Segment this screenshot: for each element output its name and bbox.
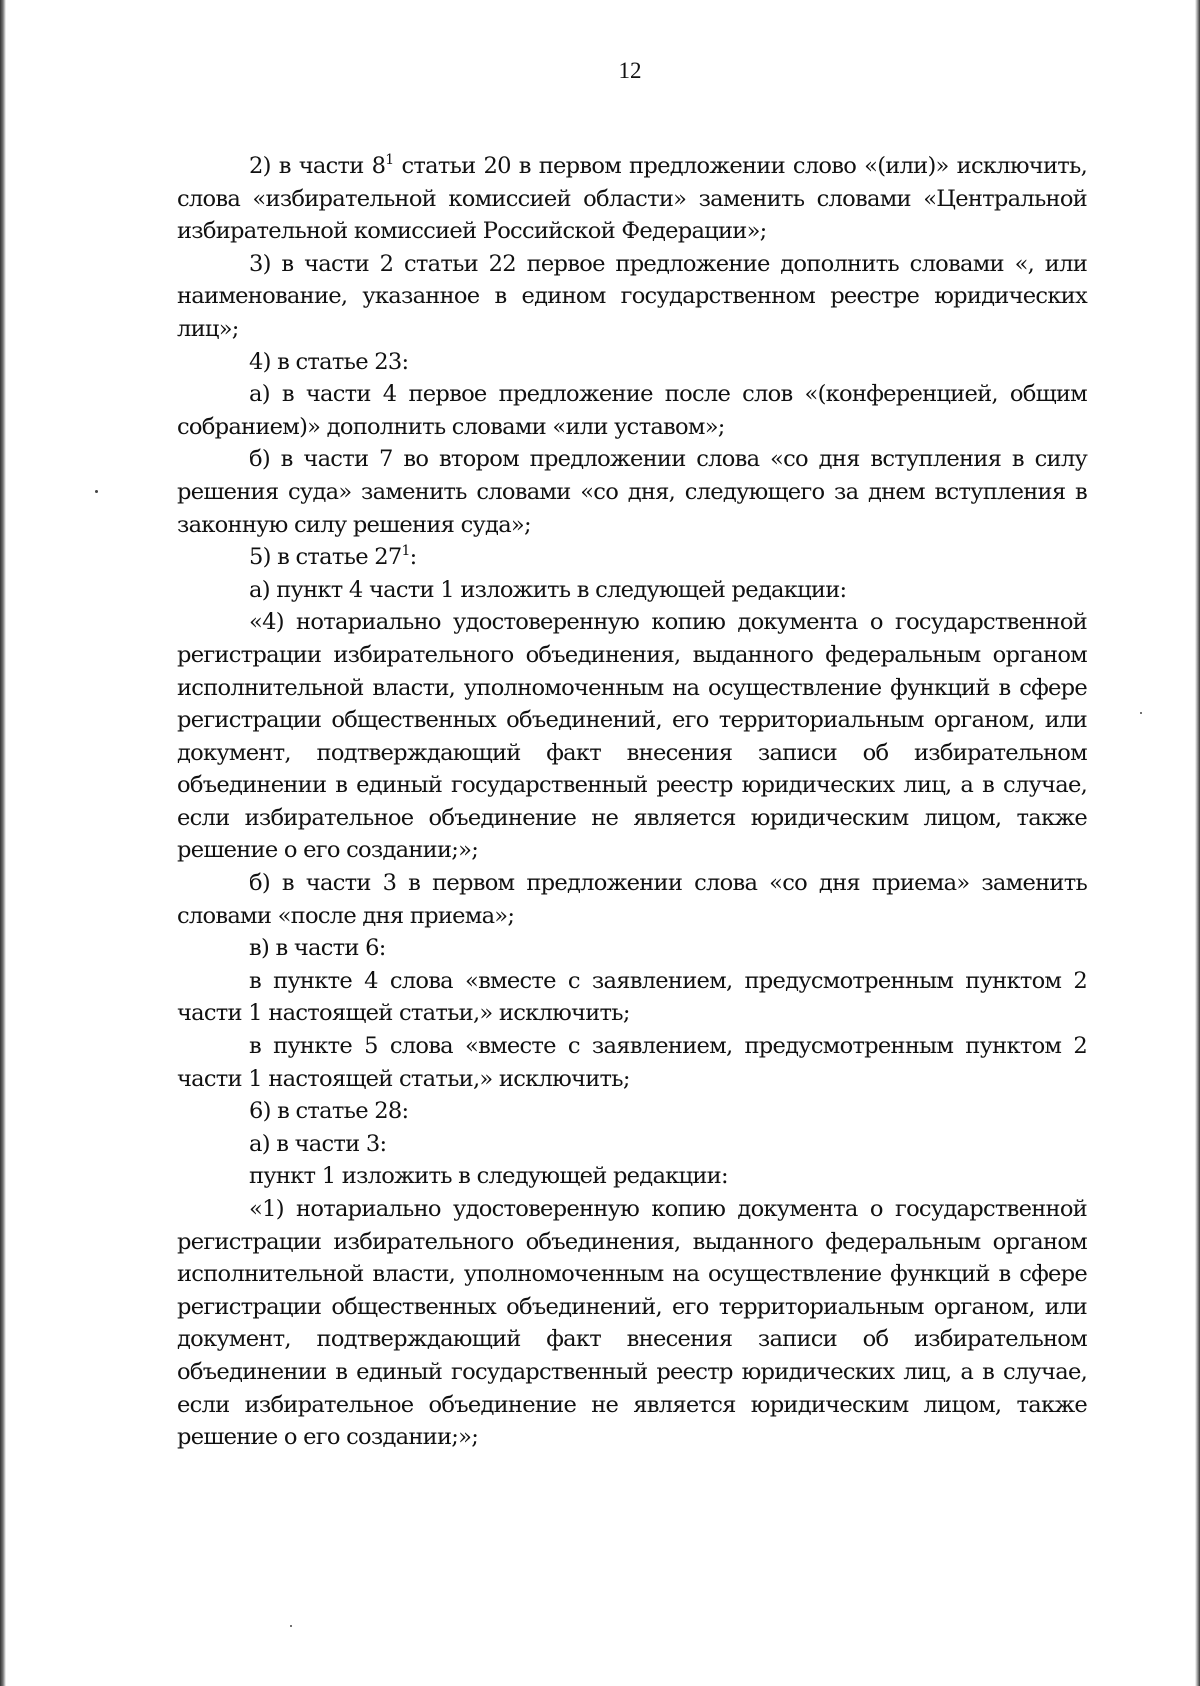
scan-edge-right xyxy=(1195,0,1200,1686)
scan-edge-left xyxy=(0,0,6,1686)
paragraph-subitem-5v: в) в части 6: xyxy=(249,935,386,962)
paragraph-point-1: пункт 1 изложить в следующей редакции: xyxy=(249,1163,728,1190)
paragraph-point-5: в пункте 5 слова «вместе с заявлением, предусмотренным пунктом 2 части 1 настоящей статьи,» исключить; xyxy=(177,1033,1087,1092)
superscript: 1 xyxy=(385,152,394,168)
paragraph-subitem-5b: б) в части 3 в первом предложении слова «со дня приема» заменить словами «после дня приема»; xyxy=(177,870,1087,929)
paragraph-text: статьи 20 в первом предложении слово «(или)» исключить, слова «избирательной комиссией области» заменить словами «Центральной избирательной комиссией Российской Федерации»; xyxy=(177,153,1087,245)
page-number: 12 xyxy=(618,58,642,83)
paragraph-subitem-6a: а) в части 3: xyxy=(249,1130,387,1157)
scan-speck xyxy=(95,490,98,493)
paragraph-subitem-4b: б) в части 7 во втором предложении слова «со дня вступления в силу решения суда» заменить словами «со дня, следующего за днем вступления в законную силу решения суда»; xyxy=(177,446,1087,538)
paragraph-text: : xyxy=(409,544,417,571)
paragraph-point-4: в пункте 4 слова «вместе с заявлением, предусмотренным пунктом 2 части 1 настоящей статьи,» исключить; xyxy=(177,967,1087,1027)
paragraph-item-3: 3) в части 2 статьи 22 первое предложение дополнить словами «, или наименование, указанное в едином государственном реестре юридических лиц»; xyxy=(177,250,1087,342)
paragraph-text: 5) в статье 27 xyxy=(249,544,402,571)
document-body xyxy=(177,150,1087,1454)
superscript: 1 xyxy=(401,543,410,560)
scan-speck xyxy=(1140,712,1142,714)
paragraph-subitem-5a: а) пункт 4 части 1 изложить в следующей редакции: xyxy=(249,576,847,603)
quoted-clause-1: «1) нотариально удостоверенную копию документа о государственной регистрации избирательного объединения, выданного федеральным органом исполнительной власти, уполномоченным на осуществление функций в сфере регистрации общественных объединений, его территориальным органом, или документ, подтверждающий факт внесения записи об избирательном объединении в единый государственный реестр юридических лиц, а в случае, если избирательное объединение не является юридическим лицом, также решение о его создании;»; xyxy=(177,1196,1087,1451)
paragraph-item-5 xyxy=(177,541,1087,574)
paragraph-subitem-4a: а) в части 4 первое предложение после слов «(конференцией, общим собранием)» дополнить словами «или уставом»; xyxy=(177,381,1087,440)
paragraph-item-2 xyxy=(177,150,1087,248)
paragraph-item-4: 4) в статье 23: xyxy=(249,348,409,375)
paragraph-text: 2) в части 8 xyxy=(249,153,386,179)
quoted-clause-4: «4) нотариально удостоверенную копию документа о государственной регистрации избирательного объединения, выданного федеральным органом исполнительной власти, уполномоченным на осуществление функций в сфере регистрации общественных объединений, его территориальным органом, или документ, подтверждающий факт внесения записи об избирательном объединении в единый государственный реестр юридических лиц, а в случае, если избирательное объединение не является юридическим лицом, также решение о его создании;»; xyxy=(177,609,1087,864)
paragraph-item-6: 6) в статье 28: xyxy=(249,1098,409,1125)
scan-speck xyxy=(290,1625,292,1627)
